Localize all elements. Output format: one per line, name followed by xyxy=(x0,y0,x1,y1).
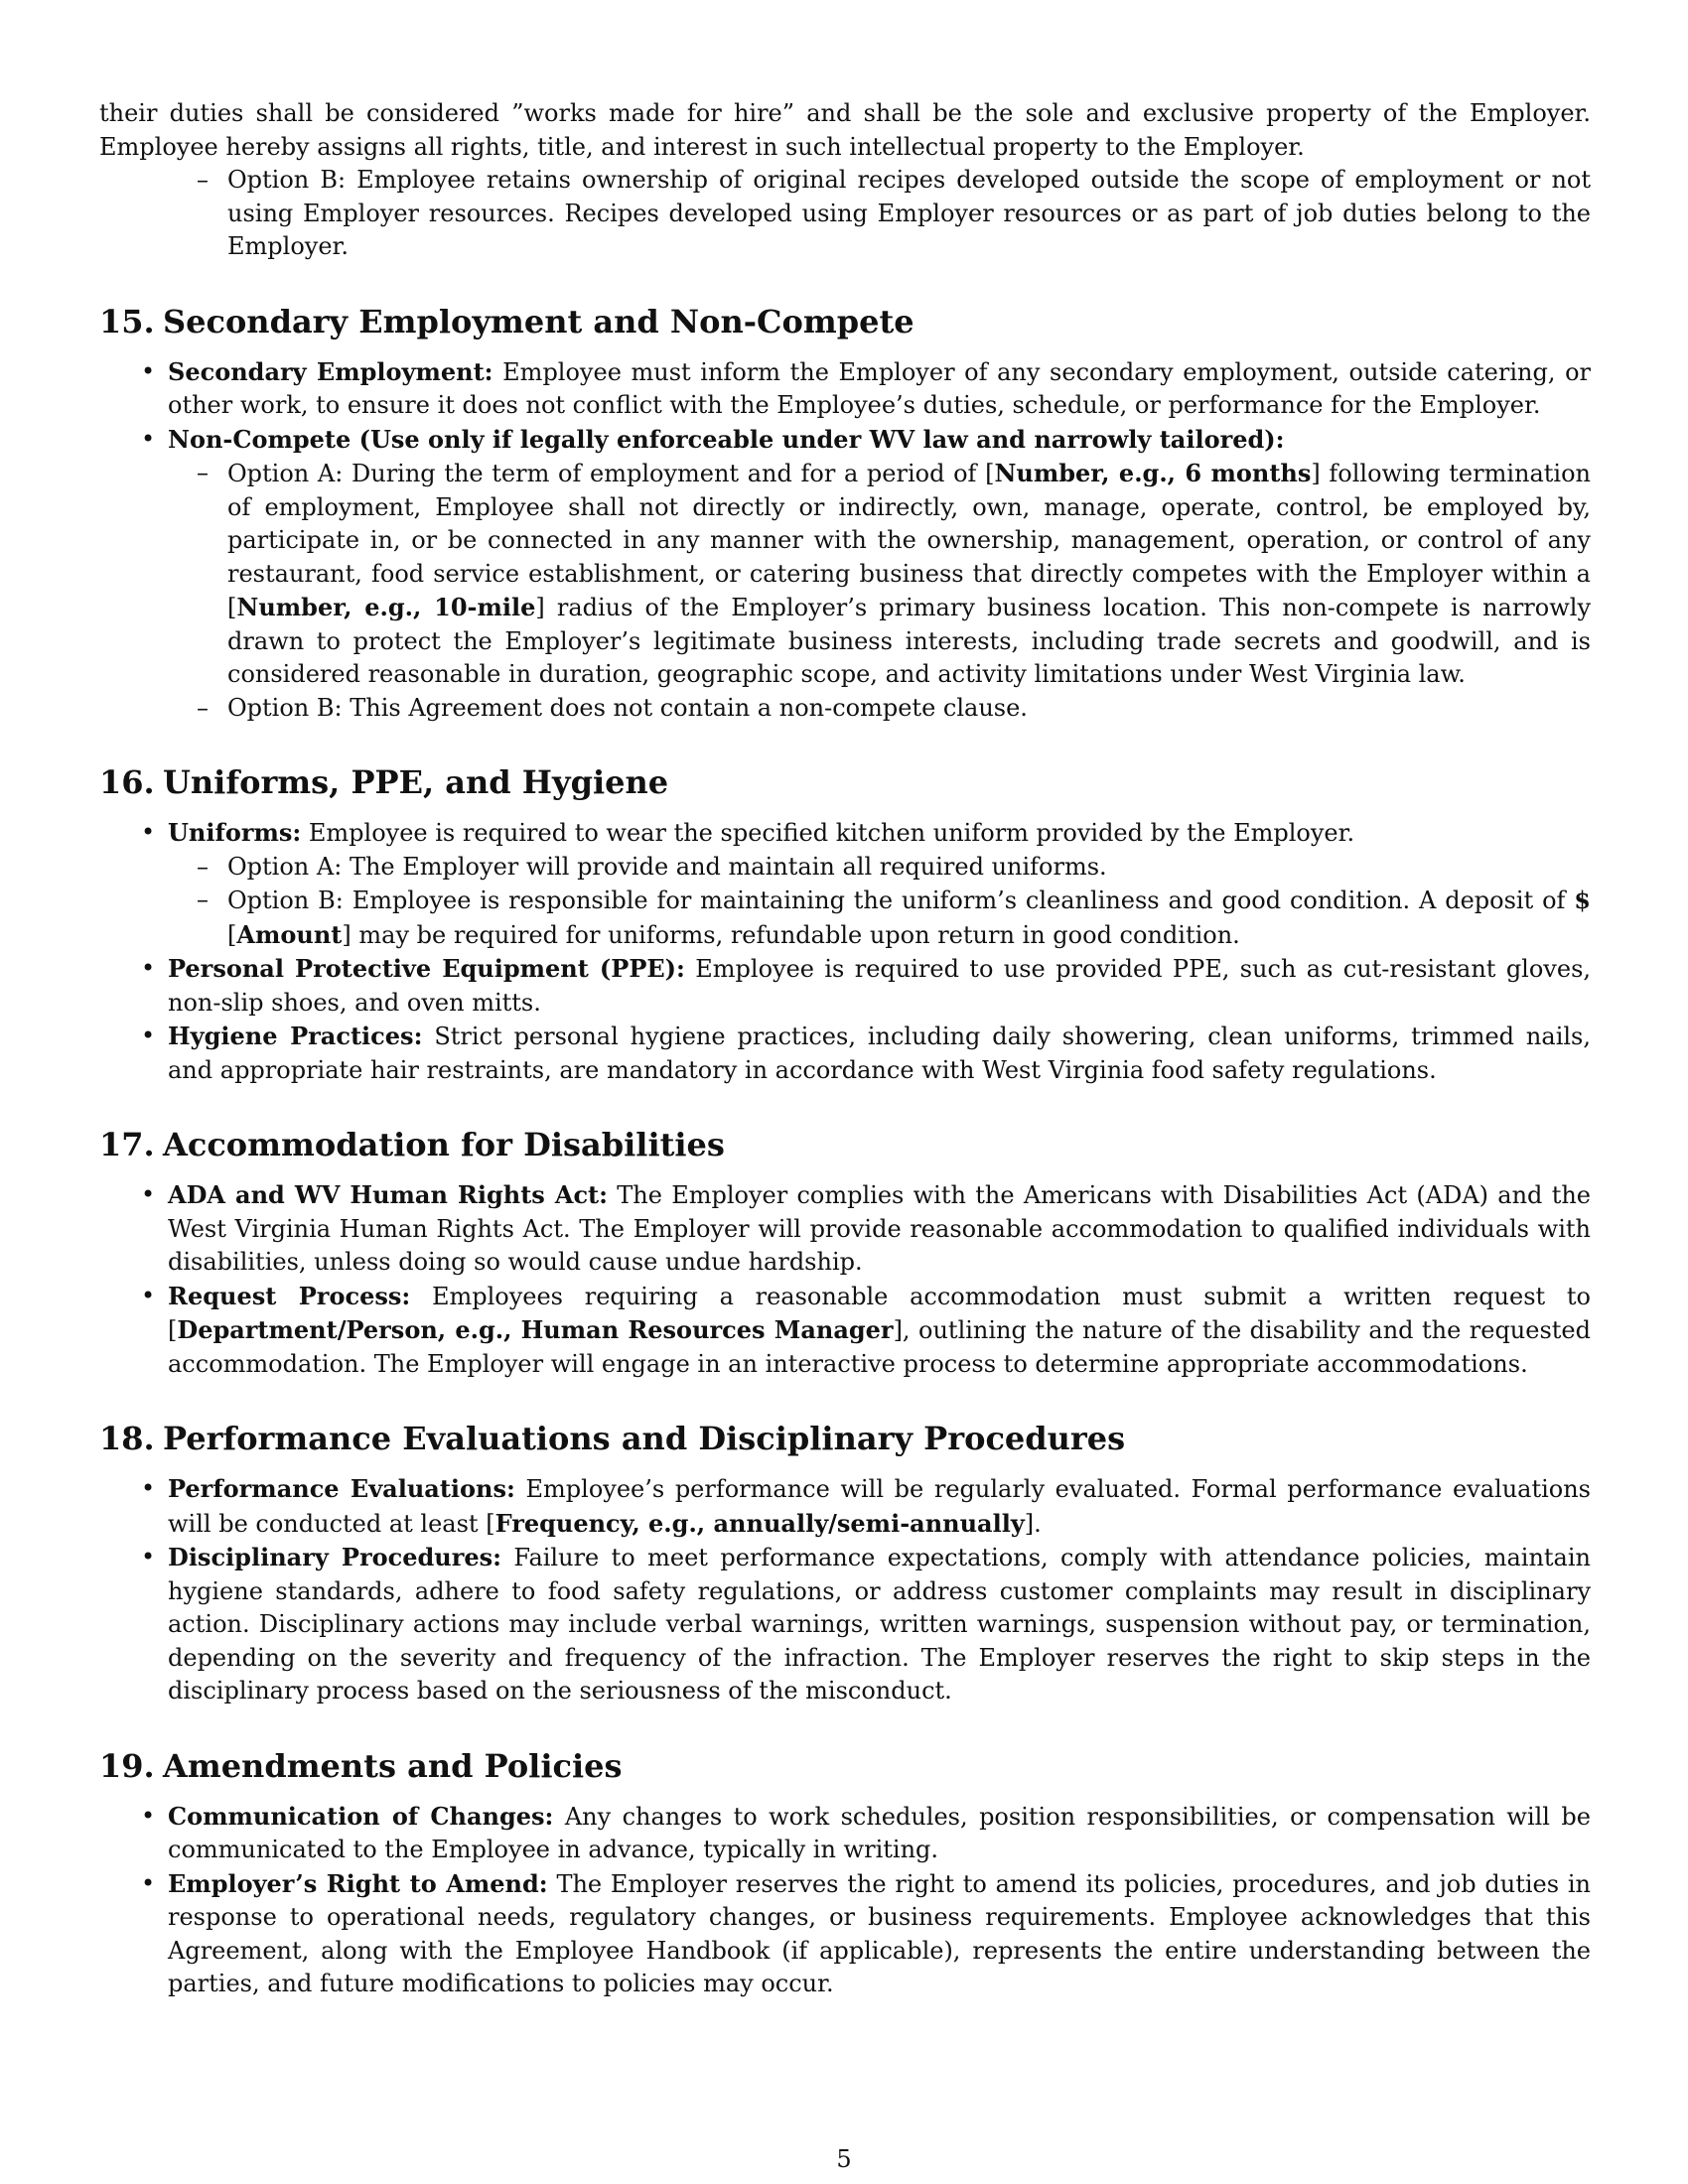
section-title: Accommodation for Disabilities xyxy=(163,1126,725,1163)
list-item-right-to-amend xyxy=(99,1867,1591,2001)
list-item-ppe xyxy=(99,952,1591,1020)
placeholder-department: Department/Person, e.g., Human Resources Manager xyxy=(177,1315,894,1344)
list-item-secondary-employment xyxy=(99,355,1591,423)
list-item-performance-evaluations xyxy=(99,1472,1591,1541)
section-17-list xyxy=(99,1178,1591,1381)
section-15-heading xyxy=(99,302,1591,341)
section-title: Secondary Employment and Non-Compete xyxy=(163,302,914,341)
item-text: The Employer reserves the right to amend its policies, procedures, and job duties in response to operational needs, regulatory changes, or business requirements. Employee acknowledges that this Agreement, along with the Employee Handbook (if applicable), represents the entire understanding between the parties, and future modifications to policies may occur. xyxy=(168,1869,1591,1997)
non-compete-option-b: – Option B: This Agreement does not contain a non-compete clause. xyxy=(99,692,1591,726)
option-text: Option A: During the term of employment and for a period of [ xyxy=(227,460,995,487)
item-text: Employee is required to wear the specified kitchen uniform provided by the Employer. xyxy=(301,819,1355,847)
non-compete-options xyxy=(99,457,1591,725)
item-label: Personal Protective Equipment (PPE): xyxy=(168,954,685,983)
list-item-non-compete xyxy=(99,423,1591,458)
item-label: ADA and WV Human Rights Act: xyxy=(168,1180,608,1209)
item-text: The Employer complies with the Americans with Disabilities Act (ADA) and the West Virginia Human Rights Act. The Employer will provide reasonable accommodation to qualified individuals with disabilities, unless doing so would cause undue hardship. xyxy=(168,1181,1591,1276)
placeholder-radius: Number, e.g., 10-mile xyxy=(236,593,536,621)
item-text: ], outlining the nature of the disability and the requested accommodation. The Employer will engage in an interactive process to determine appropriate accommodations. xyxy=(168,1316,1591,1378)
item-text: Failure to meet performance expectations, comply with attendance policies, maintain hygiene standards, adhere to food safety regulations, or address customer complaints may result in disciplinary action. Disciplinary actions may include verbal warnings, written warnings, suspension without pay, or termination, depending on the severity and frequency of the infraction. The Employer reserves the right to skip steps in the disciplinary process based on the seriousness of the misconduct. xyxy=(168,1544,1592,1705)
item-label: Uniforms: xyxy=(168,818,302,847)
list-item-request-process xyxy=(99,1280,1591,1382)
placeholder-duration: Number, e.g., 6 months xyxy=(994,459,1312,487)
item-label: Communication of Changes: xyxy=(168,1801,554,1831)
list-item-hygiene xyxy=(99,1020,1591,1087)
section-18-list xyxy=(99,1472,1591,1708)
placeholder-amount: Amount xyxy=(236,919,343,949)
page-number: 5 xyxy=(836,2145,852,2173)
item-text: Any changes to work schedules, position responsibilities, or compensation will be communicated to the Employee in advance, typically in writing. xyxy=(168,1802,1591,1863)
list-item-ada xyxy=(99,1178,1591,1280)
option-text: [ xyxy=(227,920,237,949)
section-16-list-cont xyxy=(99,952,1591,1087)
section-title: Amendments and Policies xyxy=(163,1746,623,1785)
placeholder-frequency: Frequency, e.g., annually/semi-annually xyxy=(494,1508,1025,1538)
section-16-list xyxy=(99,816,1591,851)
section-number: 17. xyxy=(99,1126,155,1163)
document-page xyxy=(99,97,1591,2001)
item-label: Employer’s Right to Amend: xyxy=(168,1868,548,1898)
item-text: Employee must inform the Employer of any secondary employment, outside catering, or other work, to ensure it does not conflict with the Employee’s duties, schedule, or performance for the Employer. xyxy=(168,357,1592,419)
continuation-option-b: – Option B: Employee retains ownership of original recipes developed outside the scope of employment or not using Employer resources. Recipes developed using Employer resources or as part of job duties belong to the Employer. xyxy=(99,164,1591,264)
section-15-list xyxy=(99,355,1591,458)
item-text: Employee’s performance will be regularly evaluated. Formal performance evaluations will be conducted at least [ xyxy=(168,1475,1591,1538)
section-16-heading xyxy=(99,762,1591,802)
item-label: Disciplinary Procedures: xyxy=(168,1543,502,1571)
uniform-option-b xyxy=(99,884,1591,952)
section-18-heading xyxy=(99,1419,1591,1458)
section-number: 16. xyxy=(99,763,155,801)
item-text: Strict personal hygiene practices, including daily showering, clean uniforms, trimmed nails, and appropriate hair restraints, are mandatory in accordance with West Virginia food safety regulations. xyxy=(168,1023,1591,1084)
section-17-heading xyxy=(99,1125,1591,1164)
non-compete-option-a xyxy=(99,457,1591,692)
list-item-disciplinary-procedures xyxy=(99,1541,1591,1708)
option-text: Option B: Employee is responsible for maintaining the uniform’s cleanliness and good condition. A deposit of xyxy=(227,887,1575,914)
item-text: Employees requiring a reasonable accommodation must submit a written request to [ xyxy=(168,1282,1591,1344)
section-title: Performance Evaluations and Disciplinary Procedures xyxy=(163,1420,1126,1457)
item-label: Hygiene Practices: xyxy=(168,1022,423,1050)
section-number: 19. xyxy=(99,1746,155,1785)
item-label: Non-Compete (Use only if legally enforceable under WV law and narrowly tailored): xyxy=(168,424,1285,454)
section-number: 15. xyxy=(99,302,155,341)
item-label: Request Process: xyxy=(168,1281,411,1310)
list-item-communication-of-changes xyxy=(99,1800,1591,1867)
item-text: ]. xyxy=(1024,1509,1042,1538)
item-label: Secondary Employment: xyxy=(168,356,493,386)
uniform-options xyxy=(99,851,1591,953)
item-label: Performance Evaluations: xyxy=(168,1474,515,1503)
list-item-uniforms xyxy=(99,816,1591,851)
option-text: ] radius of the Employer’s primary business location. This non-compete is narrowly drawn to protect the Employer’s legitimate business interests, including trade secrets and goodwill, and is considered reasonable in duration, geographic scope, and activity limitations under West Virginia law. xyxy=(227,594,1592,688)
section-19-list xyxy=(99,1800,1591,2001)
option-text: ] following termination of employment, Employee shall not directly or indirectly, own, manage, operate, control, be employed by, participate in, or be connected in any manner with the ownership, management, operation, or control of any restaurant, food service establishment, or catering business that directly competes with the Employer within a [ xyxy=(227,460,1591,621)
currency-symbol: $ xyxy=(1574,886,1591,914)
section-title: Uniforms, PPE, and Hygiene xyxy=(163,763,669,801)
section-19-heading xyxy=(99,1746,1591,1786)
item-text: Employee is required to use provided PPE, such as cut-resistant gloves, non-slip shoes, and oven mitts. xyxy=(168,955,1592,1017)
continuation-text: their duties shall be considered ”works made for hire” and shall be the sole and exclusive property of the Employer. Employee hereby assigns all rights, title, and interest in such intellectual property to the Employer. xyxy=(99,99,1591,161)
option-text: ] may be required for uniforms, refundable upon return in good condition. xyxy=(342,920,1240,949)
uniform-option-a: – Option A: The Employer will provide and maintain all required uniforms. xyxy=(99,851,1591,885)
section-number: 18. xyxy=(99,1420,155,1457)
